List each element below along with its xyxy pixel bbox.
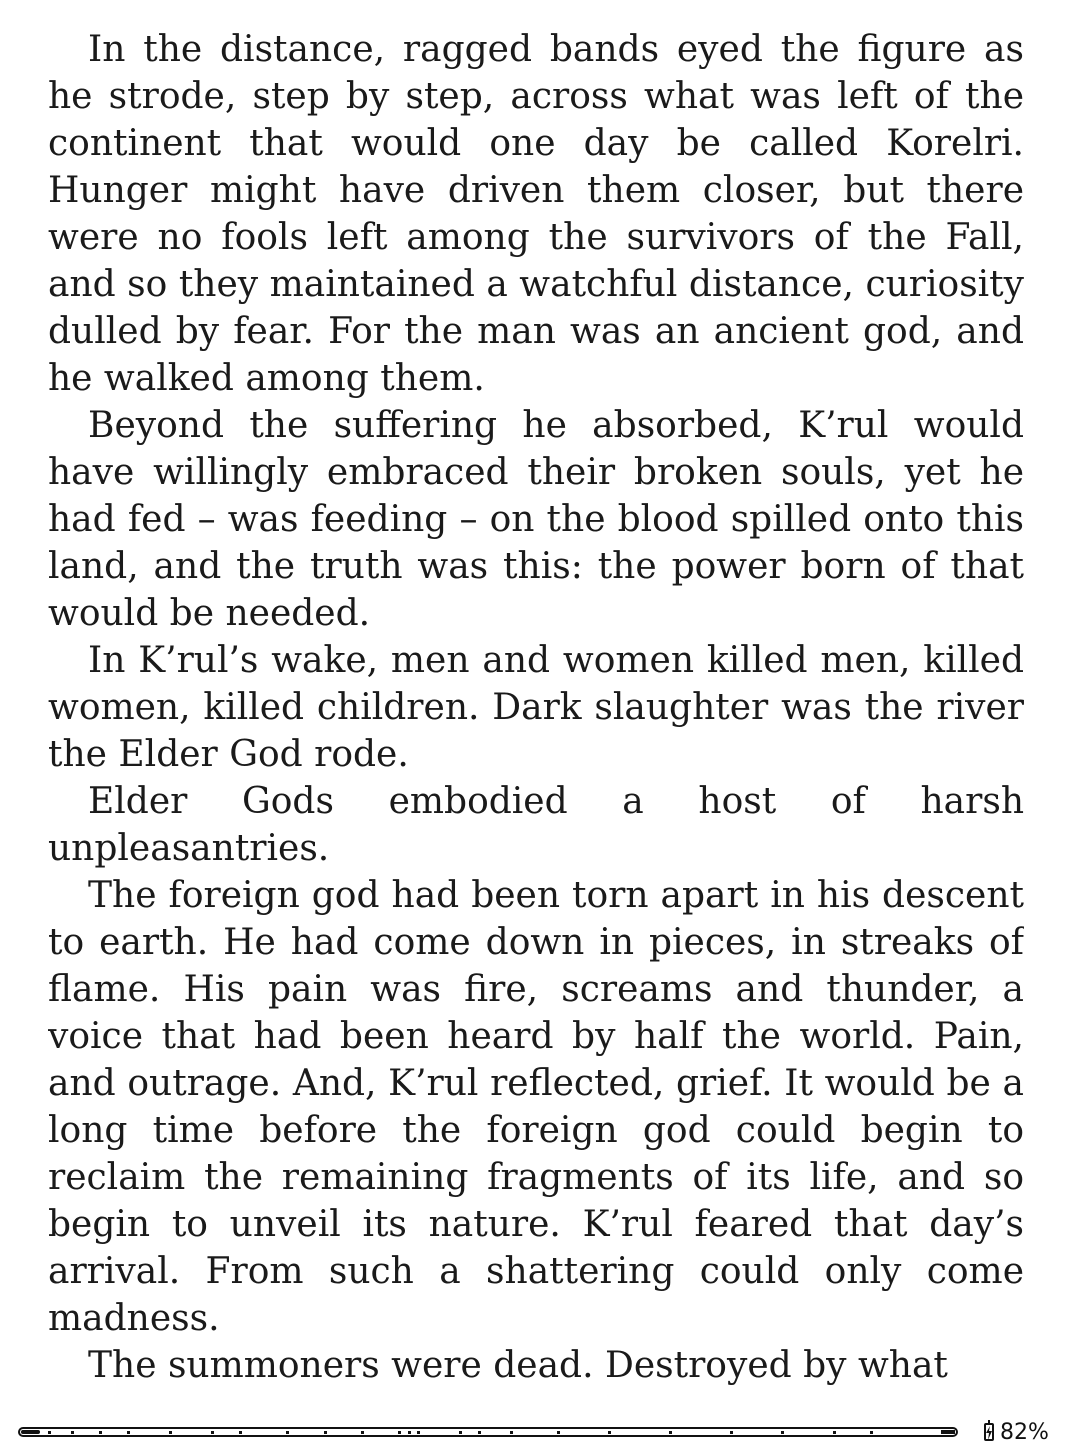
chapter-mark [48, 1431, 51, 1434]
paragraph-3: In K’rul’s wake, men and women killed men, killed women, killed children. Dark slaughter was the river the Elder God rode. [48, 640, 1024, 775]
chapter-mark [781, 1431, 784, 1434]
chapter-mark [324, 1431, 327, 1434]
chapter-mark [361, 1431, 364, 1434]
reading-progress-bar[interactable] [18, 1427, 958, 1437]
status-bar [18, 1420, 1058, 1444]
progress-fill [21, 1430, 40, 1434]
chapter-mark [71, 1431, 74, 1434]
paragraph-1: In the distance, ragged bands eyed the figure as he strode, step by step, across what was left of the continent that would one day be called Korelri. Hunger might have driven them closer, but there were no fools left among the survivors of the Fall, and so they maintained a watchful distance, curiosity dulled by fear. For the man was an ancient god, and he walked among them. [48, 29, 1024, 399]
paragraph-4: Elder Gods embodied a host of harsh unpleasantries. [48, 781, 1024, 869]
progress-end-marker [941, 1430, 955, 1434]
paragraph-2: Beyond the suffering he absorbed, K’rul would have willingly embraced their broken souls, yet he had fed – was feeding – on the blood spilled onto this land, and the truth was this: the power born of that would be needed. [48, 405, 1024, 634]
chapter-mark [211, 1431, 214, 1434]
chapter-mark [398, 1431, 401, 1434]
chapter-mark [286, 1431, 289, 1434]
paragraph-5: The foreign god had been torn apart in his descent to earth. He had come down in pieces, in streaks of flame. His pain was fire, screams and thunder, a voice that had been heard by half the world. Pain, and outrage. And, K’rul reflected, grief. It would be a long time before the foreign god could begin to reclaim the remaining fragments of its life, and so begin to unveil its nature. K’rul feared that day’s arrival. From such a shattering could only come madness. [48, 875, 1024, 1339]
chapter-mark [417, 1431, 420, 1434]
paragraph-6: The summoners were dead. Destroyed by what [88, 1345, 948, 1386]
battery-charging-icon [984, 1423, 994, 1441]
chapter-mark [408, 1431, 411, 1434]
battery-percent: 82% [1000, 1420, 1049, 1445]
chapter-mark [510, 1431, 513, 1434]
chapter-mark [239, 1431, 242, 1434]
chapter-mark [557, 1431, 560, 1434]
chapter-mark [99, 1431, 102, 1434]
chapter-mark [127, 1431, 130, 1434]
chapter-mark [459, 1431, 462, 1434]
book-page[interactable] [48, 26, 1024, 1402]
chapter-mark [608, 1431, 611, 1434]
chapter-mark [669, 1431, 672, 1434]
chapter-mark [833, 1431, 836, 1434]
chapter-mark [870, 1431, 873, 1434]
chapter-mark [478, 1431, 481, 1434]
chapter-mark [730, 1431, 733, 1434]
chapter-mark [169, 1431, 172, 1434]
battery-indicator [984, 1421, 1058, 1445]
